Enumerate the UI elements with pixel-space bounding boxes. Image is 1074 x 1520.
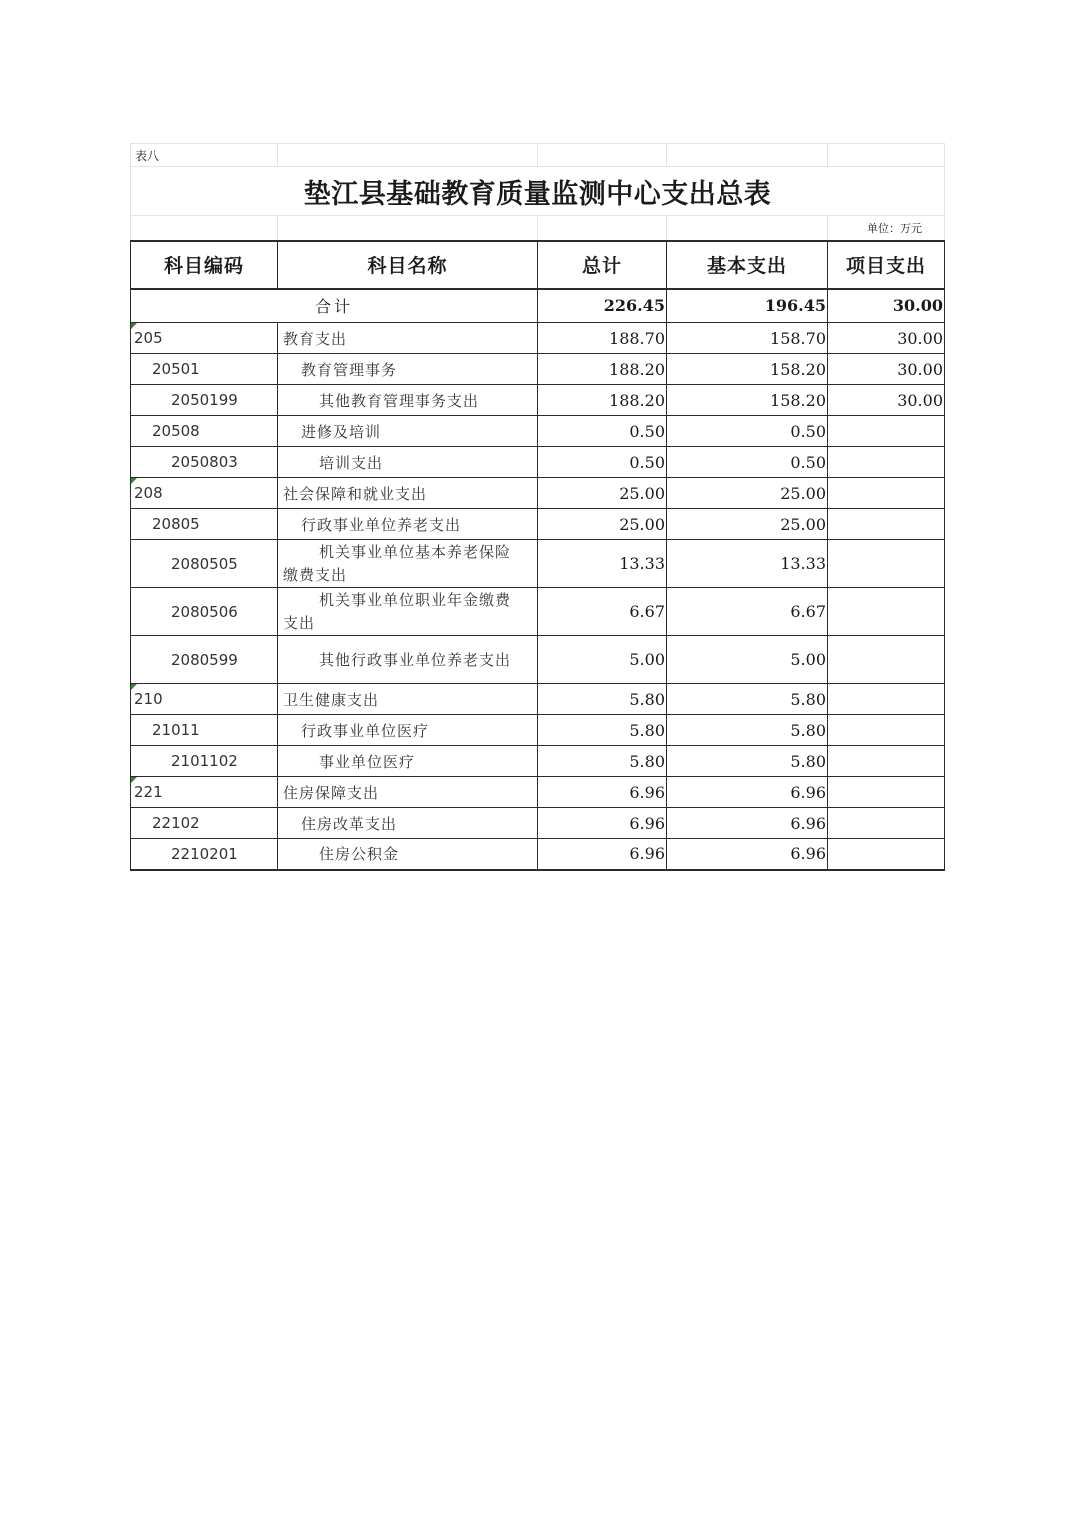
header-code: 科目编码 bbox=[131, 241, 278, 289]
row-basic: 5.80 bbox=[667, 746, 828, 777]
row-code bbox=[131, 588, 278, 636]
row-code-text: 2080506 bbox=[171, 602, 238, 621]
row-name: 教育支出 bbox=[278, 323, 538, 354]
row-total: 5.00 bbox=[538, 636, 667, 684]
unit-label: 单位：万元 bbox=[828, 216, 945, 241]
row-name: 社会保障和就业支出 bbox=[278, 478, 538, 509]
row-name: 行政事业单位养老支出 bbox=[278, 509, 538, 540]
row-name: 进修及培训 bbox=[278, 416, 538, 447]
row-total: 6.67 bbox=[538, 588, 667, 636]
row-total: 6.96 bbox=[538, 777, 667, 808]
row-code-text: 2080505 bbox=[171, 554, 238, 573]
row-project: 30.00 bbox=[828, 323, 945, 354]
row-code bbox=[131, 839, 278, 870]
row-code bbox=[131, 808, 278, 839]
total-total: 226.45 bbox=[538, 289, 667, 323]
row-total: 5.80 bbox=[538, 715, 667, 746]
row-basic: 158.70 bbox=[667, 323, 828, 354]
row-total: 13.33 bbox=[538, 540, 667, 588]
cell-marker-icon bbox=[131, 777, 137, 783]
row-total: 188.20 bbox=[538, 354, 667, 385]
row-project bbox=[828, 588, 945, 636]
row-project bbox=[828, 478, 945, 509]
total-basic: 196.45 bbox=[667, 289, 828, 323]
total-project: 30.00 bbox=[828, 289, 945, 323]
row-name: 机关事业单位职业年金缴费支出 bbox=[278, 588, 538, 636]
row-code bbox=[131, 447, 278, 478]
header-total: 总计 bbox=[538, 241, 667, 289]
table-row bbox=[131, 447, 945, 478]
row-code-text: 20805 bbox=[152, 515, 200, 533]
table-row bbox=[131, 588, 945, 636]
row-code-text: 21011 bbox=[152, 721, 200, 739]
row-name: 教育管理事务 bbox=[278, 354, 538, 385]
unit-row bbox=[131, 216, 945, 241]
row-basic: 6.96 bbox=[667, 808, 828, 839]
row-total: 25.00 bbox=[538, 509, 667, 540]
total-row bbox=[131, 289, 945, 323]
row-total: 188.70 bbox=[538, 323, 667, 354]
row-project bbox=[828, 808, 945, 839]
row-basic: 6.96 bbox=[667, 839, 828, 870]
row-code bbox=[131, 354, 278, 385]
row-name: 其他教育管理事务支出 bbox=[278, 385, 538, 416]
row-code-text: 2210201 bbox=[171, 844, 238, 863]
row-name: 住房公积金 bbox=[278, 839, 538, 870]
row-project: 30.00 bbox=[828, 354, 945, 385]
row-code-text: 2050199 bbox=[171, 391, 238, 409]
row-total: 6.96 bbox=[538, 808, 667, 839]
row-project bbox=[828, 746, 945, 777]
row-project bbox=[828, 777, 945, 808]
row-basic: 5.80 bbox=[667, 715, 828, 746]
row-code-text: 22102 bbox=[152, 814, 200, 832]
row-basic: 0.50 bbox=[667, 416, 828, 447]
row-name: 其他行政事业单位养老支出 bbox=[278, 636, 538, 684]
row-code bbox=[131, 323, 278, 354]
row-total: 188.20 bbox=[538, 385, 667, 416]
header-project: 项目支出 bbox=[828, 241, 945, 289]
table-row bbox=[131, 354, 945, 385]
row-code bbox=[131, 684, 278, 715]
row-code bbox=[131, 540, 278, 588]
row-total: 5.80 bbox=[538, 746, 667, 777]
table-row bbox=[131, 636, 945, 684]
table-row bbox=[131, 684, 945, 715]
row-project bbox=[828, 839, 945, 870]
row-name: 培训支出 bbox=[278, 447, 538, 478]
row-basic: 158.20 bbox=[667, 354, 828, 385]
row-project bbox=[828, 416, 945, 447]
expenditure-sheet bbox=[130, 143, 944, 871]
table-row bbox=[131, 839, 945, 870]
title-row bbox=[131, 167, 945, 216]
row-code bbox=[131, 509, 278, 540]
header-basic: 基本支出 bbox=[667, 241, 828, 289]
row-name: 卫生健康支出 bbox=[278, 684, 538, 715]
row-code-text: 205 bbox=[134, 329, 163, 347]
table-row bbox=[131, 323, 945, 354]
row-project bbox=[828, 715, 945, 746]
header-row bbox=[131, 241, 945, 289]
cell-marker-icon bbox=[131, 684, 137, 690]
table-title: 垫江县基础教育质量监测中心支出总表 bbox=[131, 167, 945, 216]
expenditure-table bbox=[130, 143, 945, 871]
row-total: 0.50 bbox=[538, 447, 667, 478]
row-code-text: 2080599 bbox=[171, 650, 238, 669]
sheet-label-row bbox=[131, 144, 945, 167]
row-basic: 6.96 bbox=[667, 777, 828, 808]
table-row bbox=[131, 808, 945, 839]
row-code-text: 2050803 bbox=[171, 453, 238, 471]
row-code bbox=[131, 777, 278, 808]
table-row bbox=[131, 478, 945, 509]
row-basic: 158.20 bbox=[667, 385, 828, 416]
row-project bbox=[828, 540, 945, 588]
table-row bbox=[131, 777, 945, 808]
row-project bbox=[828, 636, 945, 684]
table-row bbox=[131, 715, 945, 746]
row-name: 事业单位医疗 bbox=[278, 746, 538, 777]
row-project bbox=[828, 447, 945, 478]
row-basic: 0.50 bbox=[667, 447, 828, 478]
row-project: 30.00 bbox=[828, 385, 945, 416]
row-total: 5.80 bbox=[538, 684, 667, 715]
row-code bbox=[131, 416, 278, 447]
cell-marker-icon bbox=[131, 478, 137, 484]
row-basic: 25.00 bbox=[667, 509, 828, 540]
table-row bbox=[131, 746, 945, 777]
row-name: 住房改革支出 bbox=[278, 808, 538, 839]
row-basic: 13.33 bbox=[667, 540, 828, 588]
row-basic: 25.00 bbox=[667, 478, 828, 509]
table-row bbox=[131, 416, 945, 447]
row-basic: 6.67 bbox=[667, 588, 828, 636]
row-name: 行政事业单位医疗 bbox=[278, 715, 538, 746]
cell-marker-icon bbox=[131, 323, 137, 329]
row-code-text: 2101102 bbox=[171, 752, 238, 770]
total-label: 合计 bbox=[131, 289, 538, 323]
row-code-text: 20501 bbox=[152, 360, 200, 378]
row-code-text: 221 bbox=[134, 783, 163, 801]
row-basic: 5.00 bbox=[667, 636, 828, 684]
table-row bbox=[131, 509, 945, 540]
row-name: 机关事业单位基本养老保险缴费支出 bbox=[278, 540, 538, 588]
row-code bbox=[131, 385, 278, 416]
row-name: 住房保障支出 bbox=[278, 777, 538, 808]
table-row bbox=[131, 385, 945, 416]
row-total: 6.96 bbox=[538, 839, 667, 870]
row-code-text: 208 bbox=[134, 484, 163, 502]
row-code bbox=[131, 478, 278, 509]
row-project bbox=[828, 509, 945, 540]
row-total: 0.50 bbox=[538, 416, 667, 447]
header-name: 科目名称 bbox=[278, 241, 538, 289]
row-code bbox=[131, 636, 278, 684]
row-basic: 5.80 bbox=[667, 684, 828, 715]
row-project bbox=[828, 684, 945, 715]
row-code bbox=[131, 715, 278, 746]
table-row bbox=[131, 540, 945, 588]
row-code bbox=[131, 746, 278, 777]
row-total: 25.00 bbox=[538, 478, 667, 509]
sheet-label: 表八 bbox=[131, 144, 278, 167]
row-code-text: 210 bbox=[134, 690, 163, 708]
row-code-text: 20508 bbox=[152, 422, 200, 440]
